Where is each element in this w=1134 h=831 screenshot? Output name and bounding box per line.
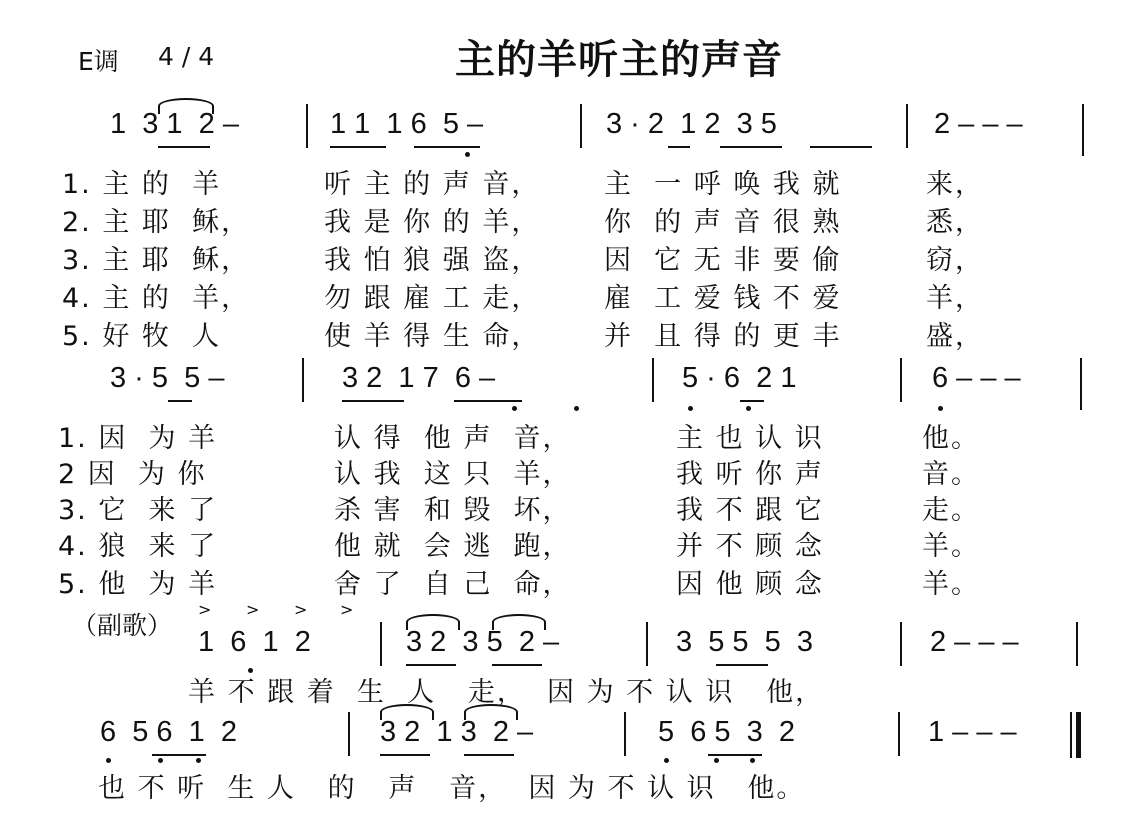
underline [492, 664, 542, 666]
underline [152, 754, 206, 756]
accent-mark: > [294, 600, 308, 619]
verse-1-lyric: 他。 [922, 423, 980, 454]
verse-1-lyric: 主 也 认 识 [676, 423, 824, 454]
lower-octave-dot [106, 758, 111, 763]
barline [900, 358, 902, 402]
verse-1-lyric: 1. 主 的 羊 [62, 169, 222, 200]
chorus-label: （副歌） [72, 611, 173, 640]
measure-1-notes: 1 6 1 2 [198, 626, 311, 658]
accent-mark: > [340, 600, 354, 619]
verse-4-lyric: 羊， [926, 283, 984, 314]
underline [716, 664, 768, 666]
lower-octave-dot [688, 406, 693, 411]
verse-3-lyric: 杀 害 和 毁 坏， [334, 495, 572, 526]
slur [158, 98, 214, 114]
verse-5-lyric: 羊。 [922, 569, 980, 600]
underline [810, 146, 872, 148]
barline [302, 358, 304, 402]
underline [720, 146, 782, 148]
accent-mark: > [246, 600, 260, 619]
underline [168, 400, 192, 402]
measure-4-notes: 2 – – – [934, 108, 1023, 140]
verse-3-lyric: 因 它 无 非 要 偷 [604, 245, 842, 276]
verse-4-lyric: 4. 主 的 羊， [62, 283, 251, 314]
slur [464, 704, 518, 720]
measure-4-notes: 6 – – – [932, 362, 1021, 394]
lower-octave-dot [196, 758, 201, 763]
measure-2-notes: 1 1 1 6 5 – [330, 108, 484, 140]
lower-octave-dot [664, 758, 669, 763]
slur [492, 614, 546, 630]
lower-octave-dot [574, 406, 579, 411]
lower-octave-dot [512, 406, 517, 411]
verse-3-lyric: 窃， [926, 245, 984, 276]
verse-5-lyric: 5. 他 为 羊 [58, 569, 218, 600]
underline [330, 146, 386, 148]
verse-5-lyric: 5. 好 牧 人 [62, 321, 222, 352]
barline [380, 622, 382, 666]
verse-1-lyric: 1. 因 为 羊 [58, 423, 218, 454]
barline [646, 622, 648, 666]
lower-octave-dot [938, 406, 943, 411]
final-barline-thick [1076, 712, 1081, 758]
barline [906, 104, 908, 148]
accent-mark: > [198, 600, 212, 619]
measure-2-notes: 3 2 1 7 6 – [342, 362, 496, 394]
measure-1-notes: 6 5 6 1 2 [100, 716, 238, 748]
barline [1082, 104, 1084, 156]
verse-5-lyric: 因 他 顾 念 [676, 569, 824, 600]
lower-octave-dot [158, 758, 163, 763]
measure-1-notes: 1 3 1 2 – [110, 108, 239, 140]
verse-4-lyric: 雇 工 爱 钱 不 爱 [604, 283, 842, 314]
barline [624, 712, 626, 756]
verse-2-lyric: 音。 [922, 459, 980, 490]
lower-octave-dot [750, 758, 755, 763]
verse-1-lyric: 听 主 的 声 音， [324, 169, 541, 200]
final-barline-thin [1070, 712, 1072, 758]
verse-5-lyric: 盛， [926, 321, 984, 352]
verse-2-lyric: 悉， [926, 207, 984, 238]
underline [342, 400, 404, 402]
measure-4-notes: 1 – – – [928, 716, 1017, 748]
measure-3-notes: 5 · 6 2 1 [682, 362, 797, 394]
barline [652, 358, 654, 402]
barline [580, 104, 582, 148]
measure-3-notes: 3 · 2 1 2 3 5 [606, 108, 777, 140]
verse-1-lyric: 认 得 他 声 音， [334, 423, 572, 454]
measure-1-notes: 3 · 5 5 – [110, 362, 225, 394]
underline [158, 146, 210, 148]
underline [708, 754, 762, 756]
barline [1080, 358, 1082, 410]
verse-3-lyric: 3. 它 来 了 [58, 495, 218, 526]
song-title: 主的羊听主的声音 [455, 37, 783, 83]
verse-2-lyric: 我 是 你 的 羊， [324, 207, 541, 238]
verse-3-lyric: 我 怕 狼 强 盗， [324, 245, 541, 276]
measure-2-notes: 3 2 1 3 2 – [380, 716, 534, 748]
verse-4-lyric: 并 不 顾 念 [676, 531, 824, 562]
time-signature: 4 / 4 [158, 42, 215, 71]
verse-3-lyric: 走。 [922, 495, 980, 526]
verse-2-lyric: 认 我 这 只 羊， [334, 459, 572, 490]
lower-octave-dot [465, 152, 470, 157]
barline [1076, 622, 1078, 666]
verse-5-lyric: 使 羊 得 生 命， [324, 321, 541, 352]
verse-2-lyric: 2. 主 耶 稣， [62, 207, 251, 238]
underline [454, 400, 522, 402]
barline [900, 622, 902, 666]
slur [380, 704, 434, 720]
barline [306, 104, 308, 148]
key-signature: E调 [78, 47, 119, 76]
verse-1-lyric: 来， [926, 169, 984, 200]
verse-4-lyric: 4. 狼 来 了 [58, 531, 218, 562]
measure-3-notes: 3 5 5 5 3 [676, 626, 814, 658]
barline [348, 712, 350, 756]
measure-2-notes: 3 2 3 5 2 – [406, 626, 560, 658]
barline [898, 712, 900, 756]
verse-2-lyric: 我 听 你 声 [676, 459, 824, 490]
slur [406, 614, 460, 630]
verse-5-lyric: 舍 了 自 己 命， [334, 569, 572, 600]
measure-4-notes: 2 – – – [930, 626, 1019, 658]
verse-5-lyric: 并 且 得 的 更 丰 [604, 321, 842, 352]
lower-octave-dot [714, 758, 719, 763]
measure-3-notes: 5 6 5 3 2 [658, 716, 796, 748]
verse-2-lyric: 你 的 声 音 很 熟 [604, 207, 842, 238]
underline [406, 664, 456, 666]
underline [740, 400, 764, 402]
verse-4-lyric: 羊。 [922, 531, 980, 562]
lower-octave-dot [746, 406, 751, 411]
underline [464, 754, 514, 756]
chorus-lyric-line-2: 也 不 听 生 人 的 声 音， 因 为 不 认 识 他。 [98, 773, 806, 804]
underline [380, 754, 430, 756]
chorus-lyric-line-1: 羊 不 跟 着 生 人 走， 因 为 不 认 识 他， [188, 677, 825, 708]
verse-1-lyric: 主 一 呼 唤 我 就 [604, 169, 842, 200]
underline [668, 146, 690, 148]
verse-2-lyric: 2 因 为 你 [58, 459, 207, 490]
underline [414, 146, 480, 148]
verse-4-lyric: 他 就 会 逃 跑， [334, 531, 572, 562]
verse-3-lyric: 我 不 跟 它 [676, 495, 824, 526]
verse-4-lyric: 勿 跟 雇 工 走， [324, 283, 541, 314]
verse-3-lyric: 3. 主 耶 稣， [62, 245, 251, 276]
